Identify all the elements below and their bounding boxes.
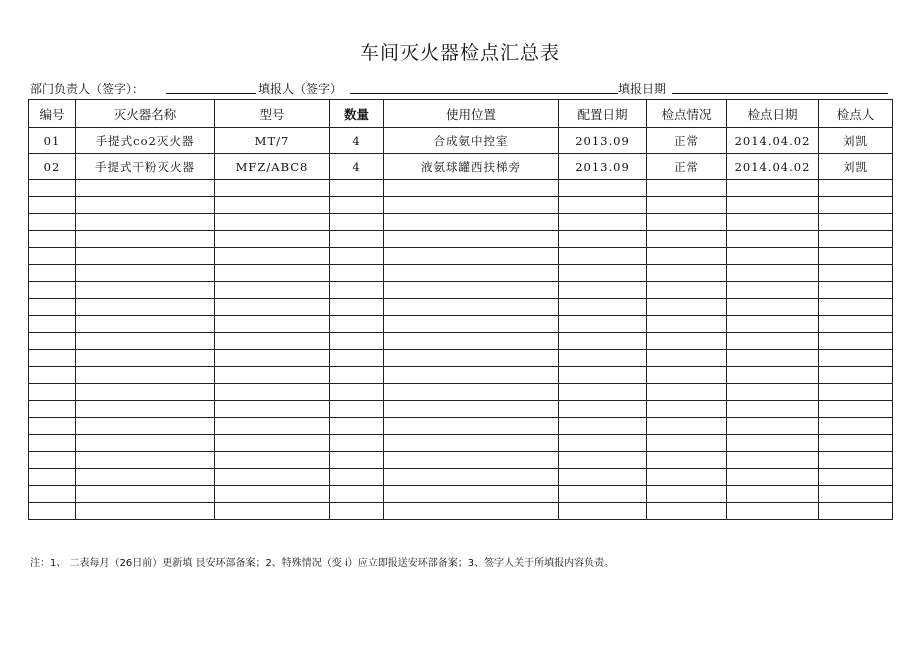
cell-inspector: 刘凯 xyxy=(819,154,893,180)
cell-config-date: 2013.09 xyxy=(559,154,647,180)
filler-label: 填报人（签字） xyxy=(258,82,343,96)
filler-blank[interactable] xyxy=(350,80,618,94)
cell-number: 01 xyxy=(29,128,76,154)
empty-cell[interactable] xyxy=(29,418,76,435)
empty-cell[interactable] xyxy=(559,486,647,503)
cell-model: MFZ/ABC8 xyxy=(215,154,330,180)
empty-cell[interactable] xyxy=(647,418,727,435)
empty-table-row xyxy=(29,452,893,469)
empty-cell[interactable] xyxy=(76,401,215,418)
empty-cell[interactable] xyxy=(76,316,215,333)
header-check-date: 检点日期 xyxy=(727,100,819,128)
empty-cell[interactable] xyxy=(559,469,647,486)
empty-cell[interactable] xyxy=(330,180,384,197)
empty-cell[interactable] xyxy=(647,316,727,333)
empty-cell[interactable] xyxy=(330,265,384,282)
empty-cell[interactable] xyxy=(76,367,215,384)
cell-check-date: 2014.04.02 xyxy=(727,128,819,154)
empty-table-row xyxy=(29,231,893,248)
empty-cell[interactable] xyxy=(76,469,215,486)
cell-model: MT/7 xyxy=(215,128,330,154)
extinguisher-table xyxy=(28,99,893,520)
empty-cell[interactable] xyxy=(215,418,330,435)
cell-name: 手提式干粉灭火器 xyxy=(76,154,215,180)
empty-cell[interactable] xyxy=(76,435,215,452)
empty-cell[interactable] xyxy=(559,350,647,367)
empty-cell[interactable] xyxy=(384,214,559,231)
empty-cell[interactable] xyxy=(727,265,819,282)
empty-cell[interactable] xyxy=(29,367,76,384)
empty-cell[interactable] xyxy=(384,367,559,384)
empty-cell[interactable] xyxy=(215,248,330,265)
empty-table-row xyxy=(29,197,893,214)
cell-status: 正常 xyxy=(647,128,727,154)
empty-cell[interactable] xyxy=(29,333,76,350)
empty-cell[interactable] xyxy=(29,435,76,452)
empty-cell[interactable] xyxy=(76,384,215,401)
empty-cell[interactable] xyxy=(727,384,819,401)
empty-cell[interactable] xyxy=(29,384,76,401)
empty-table-row xyxy=(29,384,893,401)
empty-cell[interactable] xyxy=(384,197,559,214)
empty-cell[interactable] xyxy=(819,265,893,282)
empty-table-row xyxy=(29,299,893,316)
empty-cell[interactable] xyxy=(29,180,76,197)
empty-cell[interactable] xyxy=(384,265,559,282)
empty-cell[interactable] xyxy=(647,197,727,214)
empty-table-row xyxy=(29,486,893,503)
empty-table-row xyxy=(29,282,893,299)
empty-cell[interactable] xyxy=(727,486,819,503)
empty-cell[interactable] xyxy=(330,384,384,401)
empty-cell[interactable] xyxy=(559,503,647,520)
empty-cell[interactable] xyxy=(819,435,893,452)
empty-cell[interactable] xyxy=(559,452,647,469)
empty-cell[interactable] xyxy=(647,503,727,520)
empty-cell[interactable] xyxy=(647,231,727,248)
empty-cell[interactable] xyxy=(215,401,330,418)
empty-table-row xyxy=(29,503,893,520)
empty-table-row xyxy=(29,214,893,231)
empty-cell[interactable] xyxy=(29,197,76,214)
empty-cell[interactable] xyxy=(559,435,647,452)
empty-cell[interactable] xyxy=(384,384,559,401)
empty-cell[interactable] xyxy=(76,197,215,214)
empty-cell[interactable] xyxy=(384,282,559,299)
empty-cell[interactable] xyxy=(727,214,819,231)
empty-cell[interactable] xyxy=(727,418,819,435)
empty-cell[interactable] xyxy=(727,180,819,197)
empty-cell[interactable] xyxy=(727,469,819,486)
empty-cell[interactable] xyxy=(330,333,384,350)
empty-cell[interactable] xyxy=(330,299,384,316)
empty-cell[interactable] xyxy=(819,418,893,435)
empty-cell[interactable] xyxy=(559,214,647,231)
cell-location: 合成氨中控室 xyxy=(384,128,559,154)
empty-cell[interactable] xyxy=(819,231,893,248)
empty-cell[interactable] xyxy=(647,384,727,401)
empty-cell[interactable] xyxy=(215,316,330,333)
cell-number: 02 xyxy=(29,154,76,180)
empty-cell[interactable] xyxy=(330,452,384,469)
empty-cell[interactable] xyxy=(29,503,76,520)
empty-cell[interactable] xyxy=(76,452,215,469)
header-name: 灭火器名称 xyxy=(76,100,215,128)
empty-table-row xyxy=(29,180,893,197)
empty-cell[interactable] xyxy=(330,469,384,486)
empty-table-row xyxy=(29,469,893,486)
header-location: 使用位置 xyxy=(384,100,559,128)
empty-cell[interactable] xyxy=(330,503,384,520)
empty-cell[interactable] xyxy=(384,503,559,520)
header-model: 型号 xyxy=(215,100,330,128)
empty-cell[interactable] xyxy=(819,452,893,469)
empty-cell[interactable] xyxy=(330,418,384,435)
empty-cell[interactable] xyxy=(384,452,559,469)
empty-cell[interactable] xyxy=(330,350,384,367)
empty-cell[interactable] xyxy=(215,350,330,367)
empty-cell[interactable] xyxy=(559,180,647,197)
empty-cell[interactable] xyxy=(330,197,384,214)
empty-table-row xyxy=(29,401,893,418)
empty-cell[interactable] xyxy=(559,316,647,333)
empty-cell[interactable] xyxy=(215,180,330,197)
empty-cell[interactable] xyxy=(384,299,559,316)
empty-cell[interactable] xyxy=(215,486,330,503)
empty-cell[interactable] xyxy=(76,248,215,265)
empty-cell[interactable] xyxy=(647,486,727,503)
empty-cell[interactable] xyxy=(559,333,647,350)
empty-cell[interactable] xyxy=(819,333,893,350)
cell-location: 液氨球罐西扶梯旁 xyxy=(384,154,559,180)
empty-cell[interactable] xyxy=(76,350,215,367)
empty-cell[interactable] xyxy=(76,418,215,435)
empty-cell[interactable] xyxy=(647,469,727,486)
empty-cell[interactable] xyxy=(330,248,384,265)
empty-table-row xyxy=(29,333,893,350)
cell-status: 正常 xyxy=(647,154,727,180)
empty-cell[interactable] xyxy=(384,333,559,350)
empty-cell[interactable] xyxy=(29,214,76,231)
empty-cell[interactable] xyxy=(76,265,215,282)
empty-cell[interactable] xyxy=(647,180,727,197)
empty-cell[interactable] xyxy=(559,418,647,435)
empty-cell[interactable] xyxy=(727,231,819,248)
empty-table-row xyxy=(29,418,893,435)
empty-cell[interactable] xyxy=(647,214,727,231)
empty-cell[interactable] xyxy=(647,282,727,299)
empty-table-row xyxy=(29,316,893,333)
empty-cell[interactable] xyxy=(819,299,893,316)
empty-cell[interactable] xyxy=(215,231,330,248)
empty-table-row xyxy=(29,435,893,452)
empty-cell[interactable] xyxy=(215,197,330,214)
empty-cell[interactable] xyxy=(384,248,559,265)
empty-cell[interactable] xyxy=(76,231,215,248)
date-blank[interactable] xyxy=(672,80,888,94)
empty-cell[interactable] xyxy=(215,282,330,299)
empty-cell[interactable] xyxy=(215,333,330,350)
empty-table-row xyxy=(29,265,893,282)
empty-cell[interactable] xyxy=(819,214,893,231)
empty-cell[interactable] xyxy=(330,401,384,418)
cell-config-date: 2013.09 xyxy=(559,128,647,154)
empty-cell[interactable] xyxy=(29,469,76,486)
empty-cell[interactable] xyxy=(647,333,727,350)
table-header-row xyxy=(29,100,893,128)
empty-cell[interactable] xyxy=(819,384,893,401)
table-row xyxy=(29,154,893,180)
empty-cell[interactable] xyxy=(215,265,330,282)
empty-cell[interactable] xyxy=(727,333,819,350)
empty-cell[interactable] xyxy=(819,282,893,299)
empty-table-row xyxy=(29,248,893,265)
empty-cell[interactable] xyxy=(647,401,727,418)
empty-cell[interactable] xyxy=(559,231,647,248)
empty-cell[interactable] xyxy=(559,197,647,214)
empty-cell[interactable] xyxy=(215,503,330,520)
empty-cell[interactable] xyxy=(384,486,559,503)
dept-head-label: 部门负责人（签字）： xyxy=(30,82,145,96)
header-quantity: 数量 xyxy=(330,100,384,128)
empty-cell[interactable] xyxy=(76,282,215,299)
empty-cell[interactable] xyxy=(76,299,215,316)
header-status: 检点情况 xyxy=(647,100,727,128)
empty-cell[interactable] xyxy=(330,231,384,248)
empty-cell[interactable] xyxy=(76,333,215,350)
empty-cell[interactable] xyxy=(29,486,76,503)
page-title: 车间灭火器检点汇总表 xyxy=(359,42,560,64)
empty-cell[interactable] xyxy=(819,503,893,520)
empty-cell[interactable] xyxy=(647,265,727,282)
empty-cell[interactable] xyxy=(647,248,727,265)
empty-cell[interactable] xyxy=(647,435,727,452)
empty-cell[interactable] xyxy=(727,367,819,384)
empty-cell[interactable] xyxy=(819,180,893,197)
empty-cell[interactable] xyxy=(727,316,819,333)
empty-cell[interactable] xyxy=(76,486,215,503)
cell-inspector: 刘凯 xyxy=(819,128,893,154)
empty-cell[interactable] xyxy=(215,469,330,486)
empty-cell[interactable] xyxy=(727,435,819,452)
cell-quantity: 4 xyxy=(330,154,384,180)
empty-cell[interactable] xyxy=(559,299,647,316)
empty-table-row xyxy=(29,350,893,367)
empty-cell[interactable] xyxy=(215,214,330,231)
empty-cell[interactable] xyxy=(727,503,819,520)
cell-check-date: 2014.04.02 xyxy=(727,154,819,180)
empty-table-row xyxy=(29,367,893,384)
header-config-date: 配置日期 xyxy=(559,100,647,128)
empty-cell[interactable] xyxy=(76,503,215,520)
empty-cell[interactable] xyxy=(819,469,893,486)
empty-cell[interactable] xyxy=(819,316,893,333)
date-label: 填报日期 xyxy=(618,82,667,96)
empty-cell[interactable] xyxy=(29,299,76,316)
empty-cell[interactable] xyxy=(330,316,384,333)
empty-cell[interactable] xyxy=(384,316,559,333)
empty-cell[interactable] xyxy=(76,180,215,197)
empty-cell[interactable] xyxy=(215,452,330,469)
empty-cell[interactable] xyxy=(819,350,893,367)
empty-cell[interactable] xyxy=(330,214,384,231)
empty-cell[interactable] xyxy=(559,282,647,299)
empty-cell[interactable] xyxy=(559,384,647,401)
empty-cell[interactable] xyxy=(727,197,819,214)
empty-cell[interactable] xyxy=(727,401,819,418)
empty-cell[interactable] xyxy=(384,435,559,452)
empty-cell[interactable] xyxy=(215,435,330,452)
empty-cell[interactable] xyxy=(819,367,893,384)
empty-cell[interactable] xyxy=(29,350,76,367)
empty-cell[interactable] xyxy=(819,486,893,503)
empty-cell[interactable] xyxy=(29,231,76,248)
empty-cell[interactable] xyxy=(819,248,893,265)
empty-cell[interactable] xyxy=(559,248,647,265)
empty-cell[interactable] xyxy=(819,197,893,214)
empty-cell[interactable] xyxy=(330,486,384,503)
empty-cell[interactable] xyxy=(384,401,559,418)
empty-cell[interactable] xyxy=(647,299,727,316)
empty-cell[interactable] xyxy=(647,350,727,367)
empty-cell[interactable] xyxy=(727,350,819,367)
empty-cell[interactable] xyxy=(29,282,76,299)
empty-cell[interactable] xyxy=(215,367,330,384)
empty-cell[interactable] xyxy=(727,282,819,299)
empty-cell[interactable] xyxy=(29,452,76,469)
empty-cell[interactable] xyxy=(29,401,76,418)
table-row xyxy=(29,128,893,154)
empty-cell[interactable] xyxy=(384,350,559,367)
dept-head-blank[interactable] xyxy=(166,80,256,94)
footer-note: 注：1、 二表每月（26日前）更新填 艮安环部备案；2、特殊情况（变 i）应立即报送安环部备案；3、签字人关于所填报内容负责。 xyxy=(30,558,615,569)
empty-cell[interactable] xyxy=(215,299,330,316)
empty-cell[interactable] xyxy=(76,214,215,231)
empty-cell[interactable] xyxy=(559,401,647,418)
empty-cell[interactable] xyxy=(647,452,727,469)
empty-cell[interactable] xyxy=(727,299,819,316)
signature-row xyxy=(30,80,890,98)
empty-cell[interactable] xyxy=(330,367,384,384)
empty-cell[interactable] xyxy=(330,435,384,452)
empty-cell[interactable] xyxy=(559,265,647,282)
empty-cell[interactable] xyxy=(727,248,819,265)
empty-cell[interactable] xyxy=(384,418,559,435)
empty-cell[interactable] xyxy=(29,316,76,333)
empty-cell[interactable] xyxy=(727,452,819,469)
empty-cell[interactable] xyxy=(559,367,647,384)
empty-cell[interactable] xyxy=(215,384,330,401)
cell-name: 手提式co2灭火器 xyxy=(76,128,215,154)
empty-cell[interactable] xyxy=(29,265,76,282)
empty-cell[interactable] xyxy=(330,282,384,299)
empty-cell[interactable] xyxy=(384,180,559,197)
empty-cell[interactable] xyxy=(819,401,893,418)
header-number: 编号 xyxy=(29,100,76,128)
empty-cell[interactable] xyxy=(647,367,727,384)
empty-cell[interactable] xyxy=(384,469,559,486)
empty-cell[interactable] xyxy=(29,248,76,265)
header-inspector: 检点人 xyxy=(819,100,893,128)
cell-quantity: 4 xyxy=(330,128,384,154)
empty-cell[interactable] xyxy=(384,231,559,248)
